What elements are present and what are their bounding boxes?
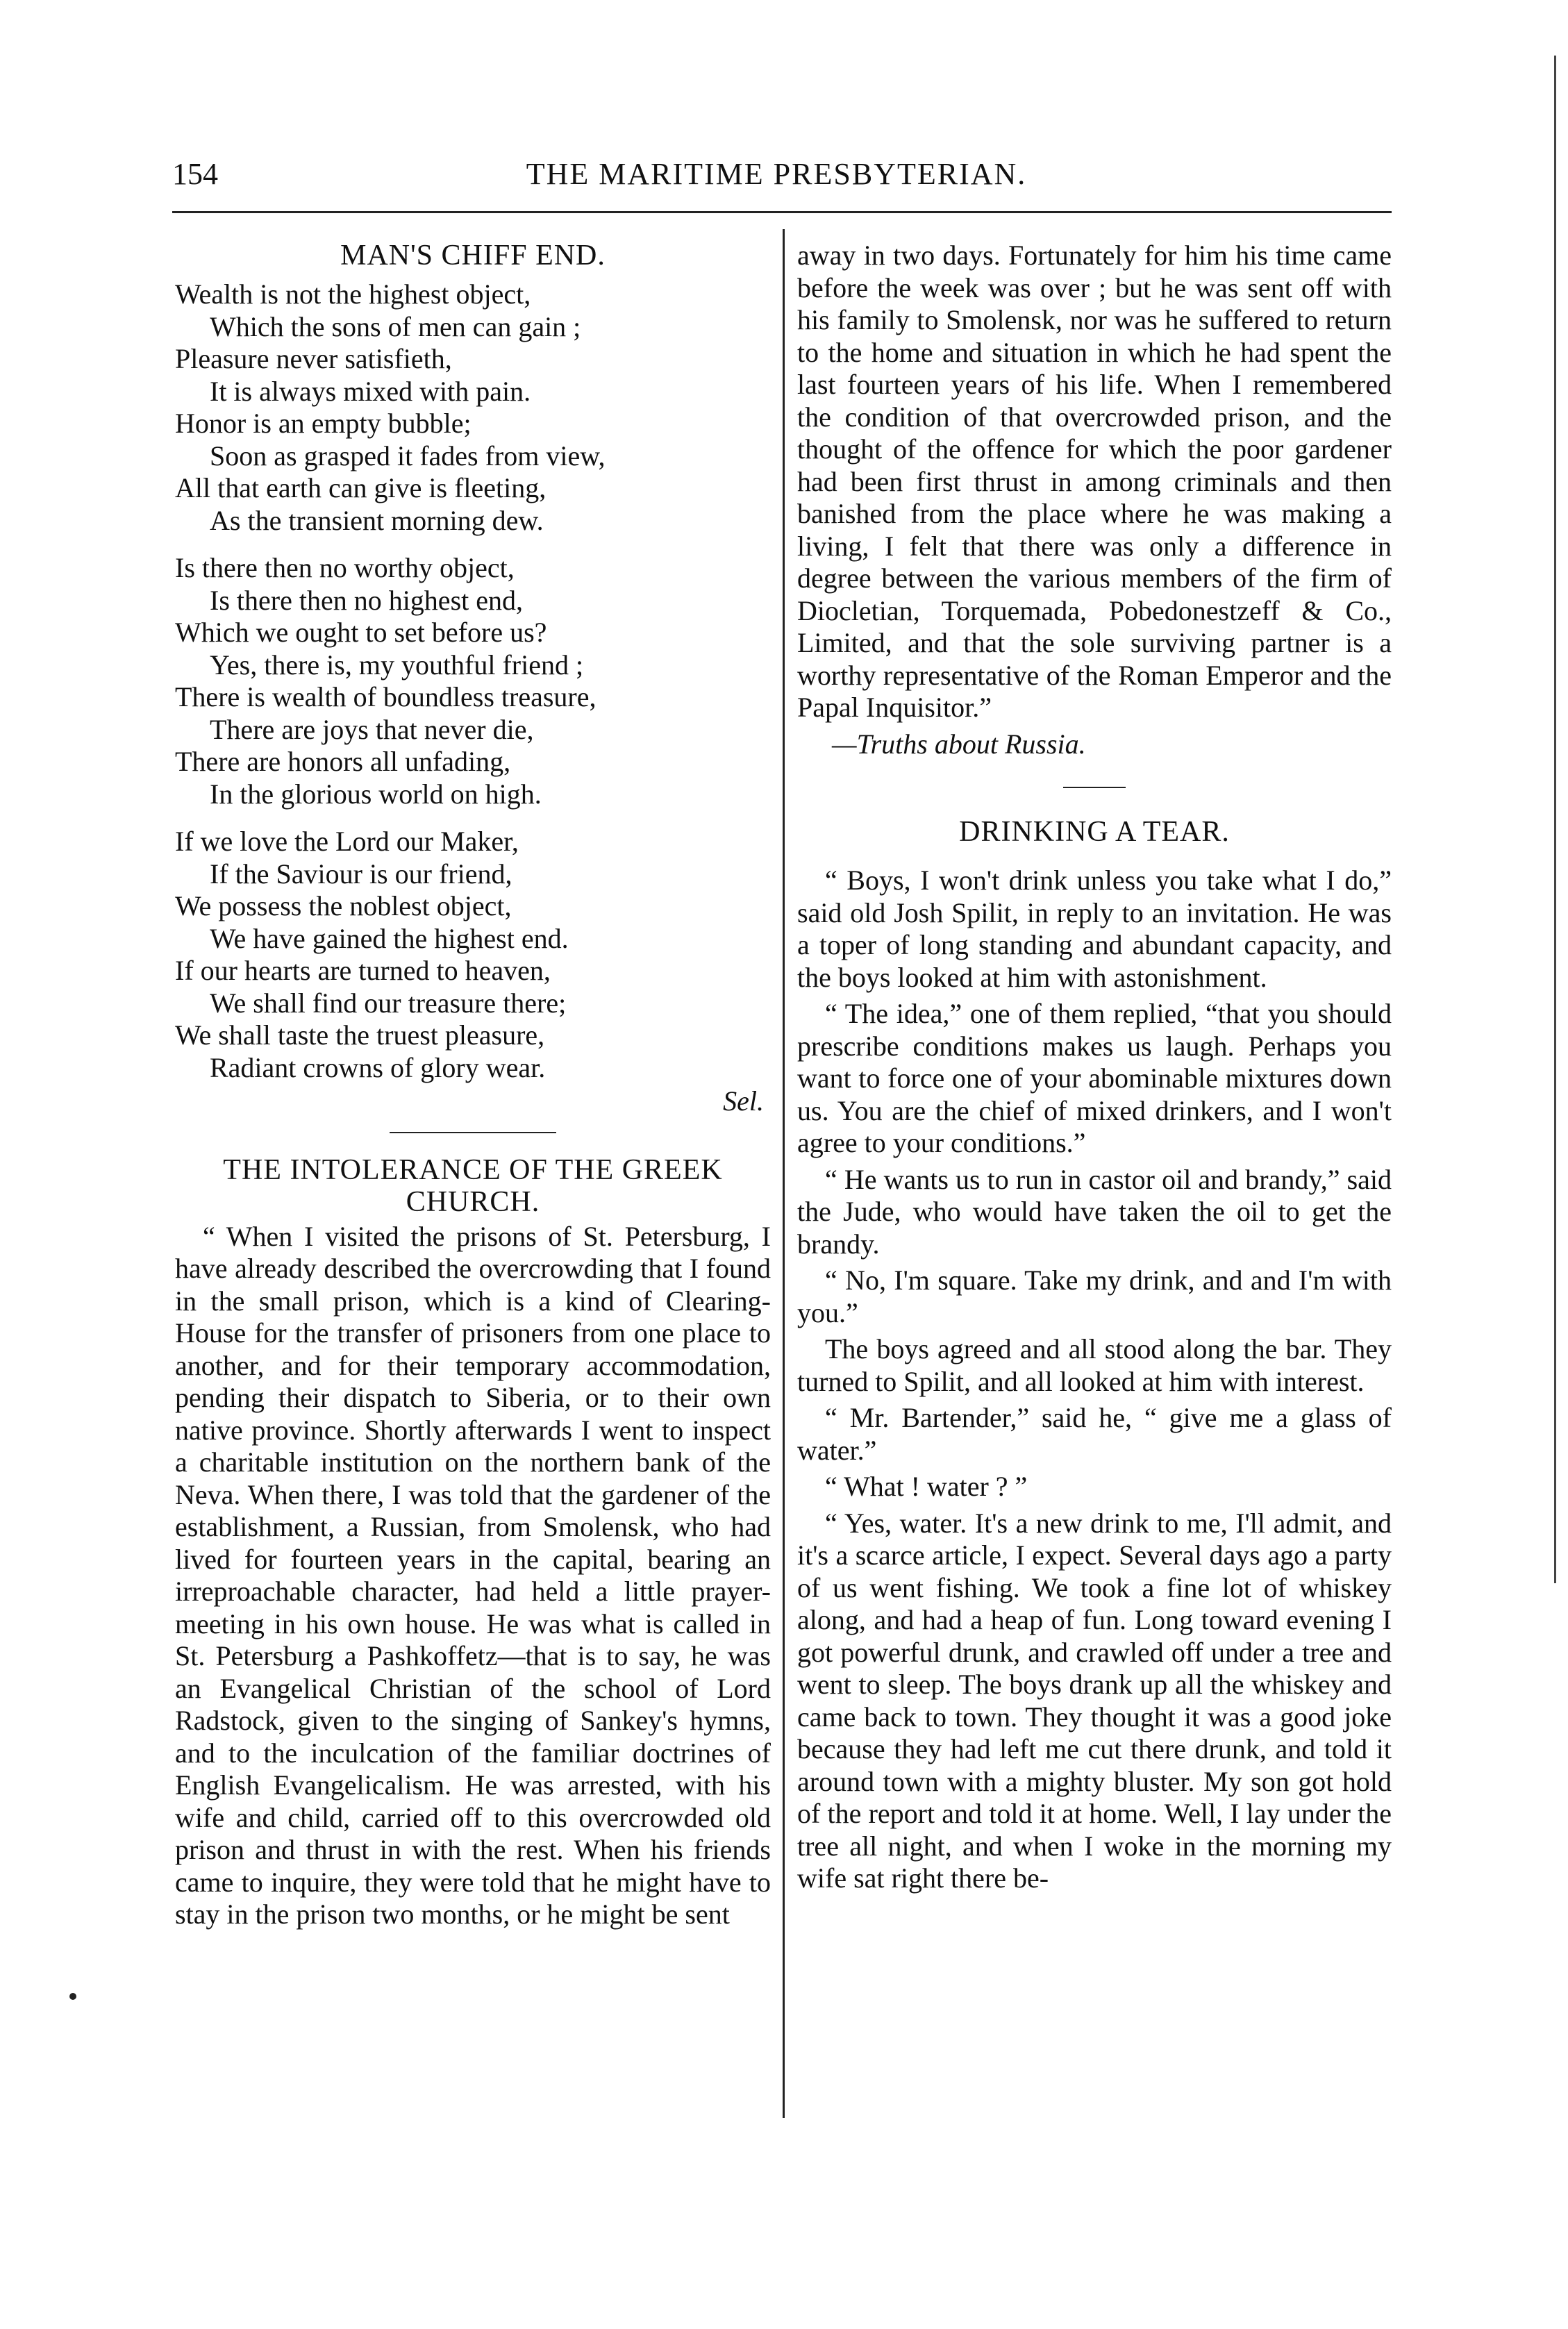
article-paragraph: “ What ! water ? ” (825, 1471, 1028, 1502)
page-edge-line (1554, 56, 1556, 1583)
running-title: THE MARITIME PRESBYTERIAN. (526, 157, 1027, 191)
poem-line: If the Saviour is our friend, (210, 858, 512, 890)
ink-speck (69, 1993, 76, 2000)
poem-line: Soon as grasped it fades from view, (210, 440, 606, 471)
right-column (797, 240, 1392, 1899)
poem-line: If we love the Lord our Maker, (175, 826, 519, 857)
poem-line: All that earth can give is fleeting, (175, 472, 547, 503)
poem-line: It is always mixed with pain. (210, 375, 531, 407)
poem-line: There are honors all unfading, (175, 746, 511, 777)
poem-attribution: Sel. (723, 1085, 764, 1117)
poem-line: Radiant crowns of glory wear. (210, 1051, 546, 1083)
article-paragraph: “ The idea,” one of them replied, “that you should prescribe conditions makes us laugh. Perhaps you want to force one of your abominable mixtures down us. You are the chief of mixed drinkers, and I won't agree to your conditions.” (797, 998, 1392, 1158)
poem-line: Is there then no worthy object, (175, 552, 515, 583)
column-divider (783, 229, 785, 2118)
page-number: 154 (172, 157, 218, 191)
article-paragraph: “ No, I'm square. Take my drink, and and I'm with you.” (797, 1264, 1392, 1328)
article-paragraph-continued: away in two days. Fortunately for him his time came before the week was over ; but he was sent off with his family to Smolensk, nor was he suffered to return to the home and situation in which he had spent the last fourteen years of his life. When I remembered the condition of that overcrowded prison, and the thought of the offence for which the poor gardener had been first thrust in among criminals and then banished from the place where he was making a living, I felt that there was only a difference in degree between the various members of the firm of Diocletian, Torquemada, Pobedonestzeff & Co., Limited, and that the sole surviving partner is a worthy representative of the Roman Emperor and the Papal Inquisitor.” (797, 240, 1392, 723)
section-divider (1063, 787, 1126, 788)
poem-line: We shall find our treasure there; (210, 987, 567, 1019)
poem-stanza (175, 552, 771, 810)
article-source: —Truths about Russia. (832, 728, 1086, 760)
poem-line: Wealth is not the highest object, (175, 278, 531, 310)
header-rule (172, 211, 1392, 213)
poem-line: Is there then no highest end, (210, 584, 523, 616)
article-title: THE INTOLERANCE OF THE GREEK CHURCH. (223, 1153, 723, 1218)
poem-line: We possess the noblest object, (175, 890, 512, 921)
poem-stanza (175, 278, 771, 537)
poem-stanza (175, 826, 771, 1084)
poem-line: We have gained the highest end. (210, 922, 569, 954)
article-paragraph: “ Yes, water. It's a new drink to me, I'll admit, and it's a scarce article, I expect. Several days ago a party of us went fishing. We took a fine lot of whiskey along, and had a heap of fun. Long toward evening I got powerful drunk, and crawled off under a tree and went to sleep. The boys drank up all the whiskey and came back to town. They thought it was a good joke because they had left me cut there drunk, and told it around town with a mighty bluster. My son got hold of the report and told it at home. Well, I lay under the tree all night, and when I woke in the morning my wife sat right there be- (797, 1507, 1392, 1894)
left-column (175, 240, 771, 1935)
poem-line: If our hearts are turned to heaven, (175, 955, 551, 986)
section-divider (390, 1132, 556, 1133)
poem-line: Pleasure never satisfieth, (175, 343, 452, 374)
article-title: DRINKING A TEAR. (959, 816, 1230, 848)
page-header (165, 156, 1387, 198)
poem-line: We shall taste the truest pleasure, (175, 1019, 545, 1051)
poem-line: Honor is an empty bubble; (175, 408, 472, 439)
poem-line: Yes, there is, my youthful friend ; (210, 649, 584, 681)
article-paragraph: “ When I visited the prisons of St. Petersburg, I have already described the overcrowding that I found in the small prison, which is a kind of Clearing-House for the transfer of prisoners from one place to another, and for their temporary accommodation, pending their dispatch to Siberia, or to their own native province. Shortly afterwards I went to inspect a charitable institution on the northern bank of the Neva. When there, I was told that the gardener of the establishment, a Russian, from Smolensk, who had lived for fourteen years in the capital, bearing an irreproachable character, had held a little prayer-meeting in his own house. He was what is called in St. Petersburg a Pashkoffetz—that is to say, he was an Evangelical Christian of the school of Lord Radstock, given to the singing of Sankey's hymns, and to the inculcation of the familiar doctrines of English Evangelicalism. He was arrested, with his wife and child, carried off to this overcrowded old prison and thrust in with the rest. When his friends came to inquire, they were told that he might have to stay in the prison two months, or he might be sent (175, 1220, 771, 1930)
poem-line: There is wealth of boundless treasure, (175, 681, 597, 712)
poem-line: As the transient morning dew. (210, 504, 544, 536)
article-paragraph: “ Boys, I won't drink unless you take what I do,” said old Josh Spilit, in reply to an invitation. He was a toper of long standing and abundant capacity, and the boys looked at him with astonishment. (797, 865, 1392, 993)
article-paragraph: “ He wants us to run in castor oil and brandy,” said the Jude, who would have taken the oil to get the brandy. (797, 1163, 1392, 1260)
article-paragraph: The boys agreed and all stood along the bar. They turned to Spilit, and all looked at him with interest. (797, 1333, 1392, 1397)
poem-title: MAN'S CHIFF END. (340, 240, 606, 272)
poem-line: There are joys that never die, (210, 713, 534, 745)
poem-line: In the glorious world on high. (210, 778, 542, 810)
poem-line: Which we ought to set before us? (175, 617, 547, 648)
article-paragraph: “ Mr. Bartender,” said he, “ give me a glass of water.” (797, 1402, 1392, 1466)
poem-line: Which the sons of men can gain ; (210, 310, 581, 342)
